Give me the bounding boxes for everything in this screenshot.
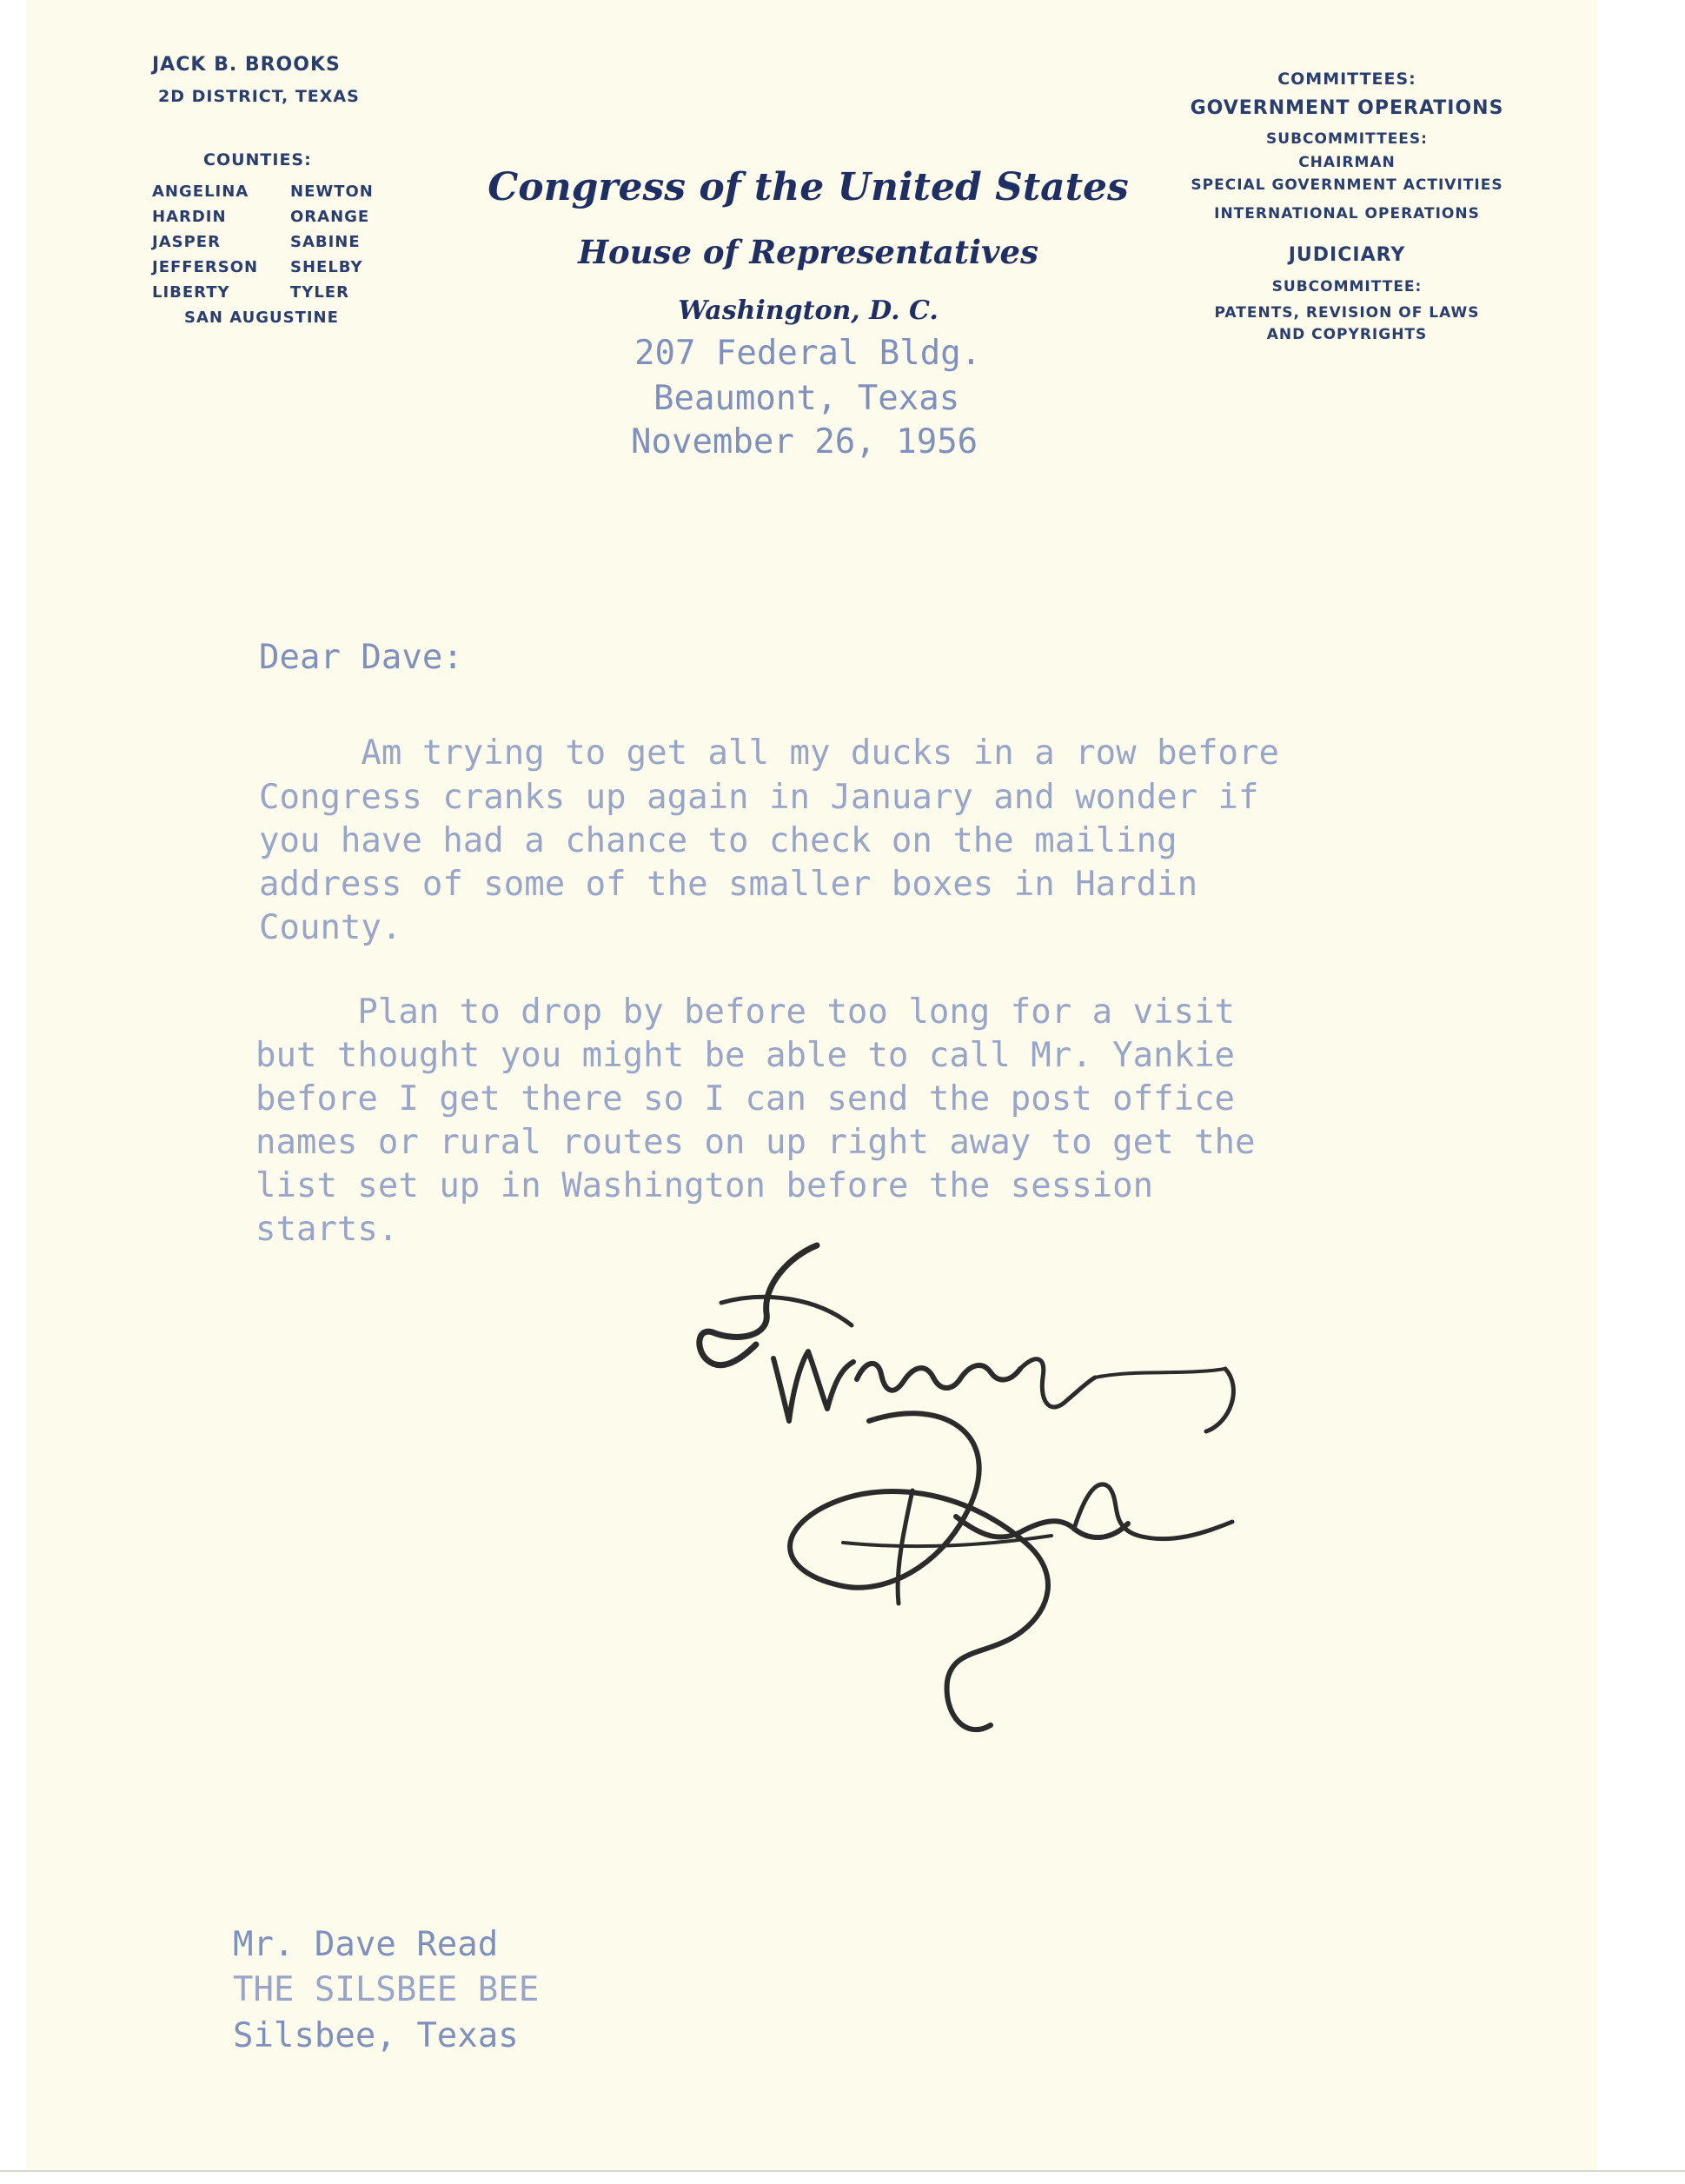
subcommittee-international: INTERNATIONAL OPERATIONS xyxy=(1214,205,1480,222)
body-line: names or rural routes on up right away to get the xyxy=(255,1123,1256,1162)
subcommittee-copyrights: AND COPYRIGHTS xyxy=(1266,326,1428,343)
body-line: address of some of the smaller boxes in Hardin xyxy=(259,865,1198,904)
body-line: Am trying to get all my ducks in a row before xyxy=(259,734,1279,773)
counties-heading: COUNTIES: xyxy=(203,150,312,169)
county-name: TYLER xyxy=(290,283,349,302)
county-name: ORANGE xyxy=(290,208,370,226)
body-line: but thought you might be able to call Mr. Yankie xyxy=(255,1036,1236,1075)
county-name: ANGELINA xyxy=(152,183,249,201)
subcommittees-heading: SUBCOMMITTEES: xyxy=(1266,130,1428,148)
letter-date: November 26, 1956 xyxy=(631,422,978,461)
county-name: SAN AUGUSTINE xyxy=(184,309,339,327)
letterhead-house: House of Representatives xyxy=(578,233,1038,271)
member-district: 2D DISTRICT, TEXAS xyxy=(158,87,360,106)
subcommittee-heading: SUBCOMMITTEE: xyxy=(1271,278,1423,295)
county-name: SABINE xyxy=(290,233,361,251)
county-name: NEWTON xyxy=(290,183,374,201)
committees-heading: COMMITTEES: xyxy=(1277,70,1416,89)
body-line: starts. xyxy=(255,1210,399,1249)
county-name: JEFFERSON xyxy=(152,258,259,276)
salutation: Dear Dave: xyxy=(259,638,463,677)
county-name: SHELBY xyxy=(290,258,363,276)
chairman-label: CHAIRMAN xyxy=(1298,154,1396,171)
county-name: JASPER xyxy=(152,233,221,251)
office-address: 207 Federal Bldg. xyxy=(634,334,982,373)
recipient-city: Silsbee, Texas xyxy=(233,2016,519,2055)
letterhead-city: Washington, D. C. xyxy=(678,295,939,326)
office-city: Beaumont, Texas xyxy=(653,379,960,418)
body-line: list set up in Washington before the session xyxy=(255,1166,1154,1205)
committee-government-operations: GOVERNMENT OPERATIONS xyxy=(1190,97,1504,119)
recipient-organization: THE SILSBEE BEE xyxy=(233,1970,540,2009)
subcommittee-special-government: SPECIAL GOVERNMENT ACTIVITIES xyxy=(1191,176,1503,194)
recipient-name: Mr. Dave Read xyxy=(233,1925,499,1964)
body-line: Congress cranks up again in January and wonder if xyxy=(259,778,1259,817)
letterhead-title: Congress of the United States xyxy=(488,165,1129,209)
handwritten-signature xyxy=(687,1230,1321,1795)
subcommittee-patents: PATENTS, REVISION OF LAWS xyxy=(1214,304,1480,322)
county-name: HARDIN xyxy=(152,208,227,226)
body-line: before I get there so I can send the post office xyxy=(255,1079,1236,1119)
member-name: JACK B. BROOKS xyxy=(152,54,341,76)
body-line: you have had a chance to check on the mailing xyxy=(259,821,1178,860)
committee-judiciary: JUDICIARY xyxy=(1288,244,1406,266)
body-line: Plan to drop by before too long for a visit xyxy=(255,992,1236,1032)
county-name: LIBERTY xyxy=(152,283,230,302)
body-line: County. xyxy=(259,908,402,947)
